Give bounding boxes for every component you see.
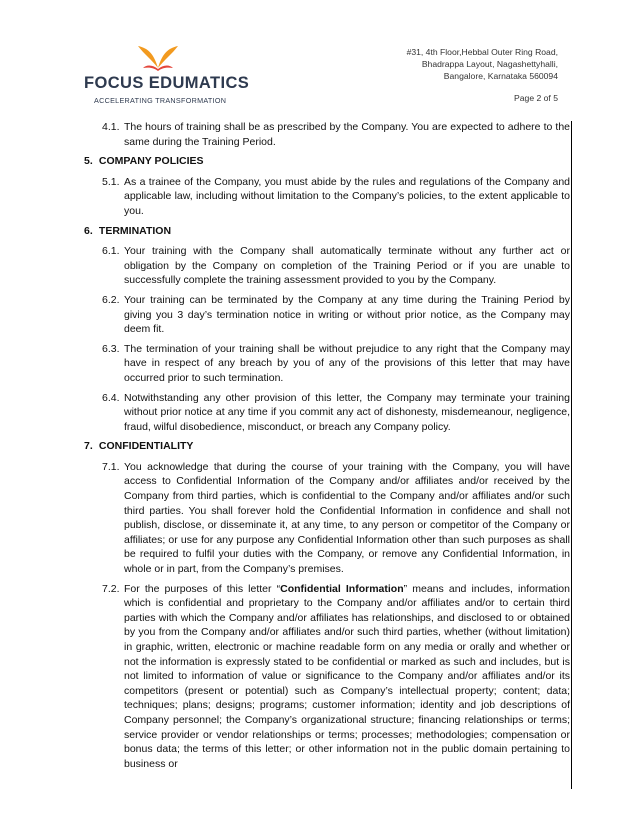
clause-text-body: ” means and includes, information which is confidential and proprietary to the Company and/or affiliates and/or to certain third parties with which the Company and/or affiliates has relationships, and disclosed to or obtained by you from the Company and/or affiliates and/or such third parties, whether (without limitation) in graphic, written, electronic or machine readable form on any media or orally and whether or not the information is expressly stated to be confidential or marked as such and includes, but is not limited to information of value or significance to the Company and/or affiliates and/or its competitors (present or potential) such as Company’s intellectual property; content; data; techniques; plans; designs; programs; customer information; identity and job descriptions of Company personnel; the Company’s organizational structure; financing relationships or terms; service provider or vendor relationships or terms; processes; methodologies; compensation or bonus data; the terms of this letter; or other information not in the public domain pertaining to business or: [124, 582, 570, 770]
clause-6-1: [84, 244, 570, 288]
section-number: 7.: [84, 440, 93, 453]
clause-number: 4.1.: [102, 121, 120, 133]
section-number: 6.: [84, 224, 93, 237]
clause-number: 6.1.: [102, 245, 120, 258]
clause-text: The termination of your training shall be without prejudice to any right that the Company may have in respect of any breach by you of any of the provisions of this letter that may have occurred prior to such termination.: [124, 342, 570, 384]
clause-number: 7.2.: [102, 582, 120, 595]
document-body: [84, 120, 570, 776]
clause-number: 5.1.: [102, 175, 120, 188]
section-heading-termination: [84, 224, 570, 239]
clause-text: You acknowledge that during the course of your training with the Company, you will have access to Confidential Information of the Company and/or affiliates and/or received by the Company from third parties, which is confidential to the Company and/or affiliates and/or such third parties. You shall forever hold the Confidential Information in confidence and shall not publish, disclose, or disseminate it, at any time, to any person or competitor of the Company or affiliates; or use for any purpose any Confidential Information other than such purposes as shall be required to fulfil your duties with the Company, or remove any Confidential Information, in whole or in part, from the Company’s premises.: [124, 460, 570, 576]
clause-6-3: [84, 342, 570, 386]
logo-tagline: ACCELERATING TRANSFORMATION: [94, 96, 227, 105]
clause-number: 7.1.: [102, 460, 120, 473]
margin-rule: [571, 121, 572, 789]
clause-number: 6.2.: [102, 293, 120, 306]
section-heading-company-policies: [84, 154, 570, 169]
clause-text: Notwithstanding any other provision of this letter, the Company may terminate your training without prior notice at any time if you commit any act of dishonesty, misdemeanour, negligence, fraud, wilful disobedience, misconduct, or breach any Company policy.: [124, 391, 570, 433]
clause-number: 6.3.: [102, 342, 120, 355]
section-title: CONFIDENTIALITY: [98, 440, 194, 453]
butterfly-logo-icon: [138, 44, 178, 72]
clause-text: Your training can be terminated by the Company at any time during the Training Period by giving you 3 day’s termination notice in writing or without prior notice, as the Company may deem fit.: [124, 293, 570, 336]
clause-number: 6.4.: [102, 391, 120, 404]
section-title: COMPANY POLICIES: [98, 155, 204, 168]
section-number: 5.: [84, 155, 93, 168]
clause-text-lead: For the purposes of this letter “: [124, 582, 281, 595]
company-logo: [84, 44, 250, 105]
clause-4-1: [84, 120, 570, 149]
clause-text: [124, 582, 570, 772]
clause-7-2: [84, 582, 570, 772]
clause-text: As a trainee of the Company, you must abide by the rules and regulations of the Company and applicable law, including without limitation to the Company’s policies, to the extent applicable to you.: [124, 175, 570, 217]
section-title: TERMINATION: [98, 224, 172, 237]
address-line: #31, 4th Floor,Hebbal Outer Ring Road,: [406, 47, 558, 57]
defined-term: Confidential Information: [280, 582, 404, 595]
address-line: Bangalore, Karnataka 560094: [443, 71, 558, 81]
clause-text: The hours of training shall be as prescribed by the Company. You are expected to adhere to the same during the Training Period.: [124, 121, 570, 148]
clause-6-2: [84, 293, 570, 337]
clause-5-1: [84, 175, 570, 219]
page-number: Page 2 of 5: [514, 93, 558, 103]
company-address: [407, 46, 558, 82]
clause-7-1: [84, 460, 570, 577]
logo-name: FOCUS EDUMATICS: [84, 74, 250, 92]
address-line: Bhadrappa Layout, Nagashettyhalli,: [421, 59, 558, 69]
clause-text: Your training with the Company shall automatically terminate without any further act or obligation by the Company on completion of the Training Period or if you are unable to successfully complete the training assessment provided to you by the Company.: [124, 245, 570, 287]
clause-6-4: [84, 391, 570, 435]
section-heading-confidentiality: [84, 439, 570, 454]
